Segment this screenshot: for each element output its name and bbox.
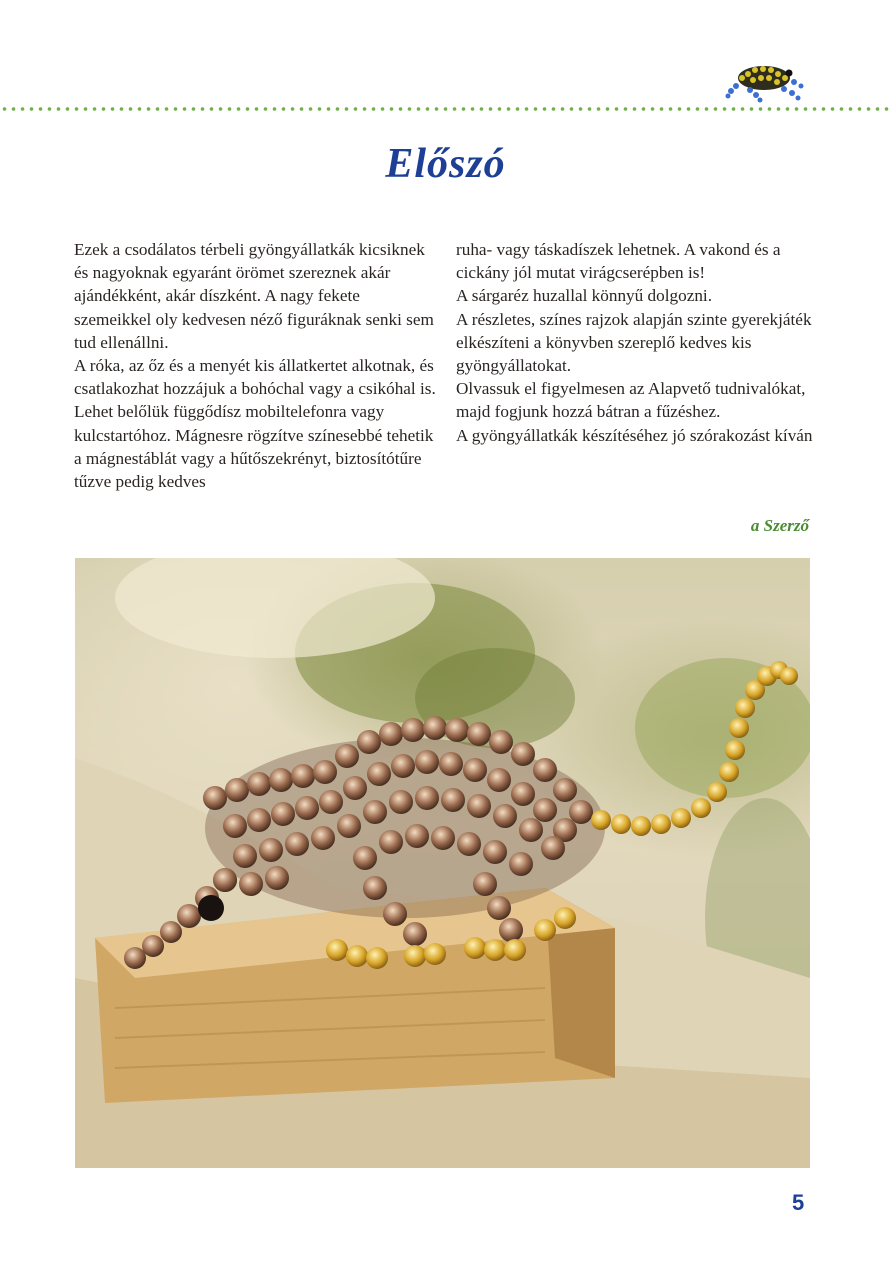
paragraph: ruha- vagy táskadíszek lehetnek. A vakond és a cickány jól mutat virágcserépben is! [456, 240, 781, 283]
paragraph: Olvassuk el figyelmesen az Alapvető tudnivalókat, majd fogjunk hozzá bátran a fűzéshez. [456, 379, 806, 422]
left-text-column [74, 238, 439, 493]
paragraph: A gyöngyállatkák készítéséhez jó szórakozást kíván [456, 425, 813, 445]
paragraph: A részletes, színes rajzok alapján szinte gyerekjáték elkészíteni a könyvben szereplő kedves kis gyöngyállatokat. [456, 309, 812, 376]
beaded-animal-photo [75, 558, 810, 1168]
dotted-rule [0, 106, 891, 112]
paragraph: Ezek a csodálatos térbeli gyöngyállatkák kicsiknek és nagyoknak egyaránt örömet szereznek akár ajándékként, akár díszként. A nagy fekete szemeikkel oly kedvesen néző figuráknak senki sem tud ellenállni. [74, 240, 434, 352]
page-title: Előszó [385, 141, 506, 187]
paragraph: A sárgaréz huzallal könnyű dolgozni. [456, 286, 712, 306]
paragraph: A róka, az őz és a menyét kis állatkertet alkotnak, és csatlakozhat hozzájuk a bohóchal vagy a csikóhal is. Lehet belőlük függődísz mobiltelefonra vagy kulcstartóhoz. Mágnesre rögzítve színesebbé tehetik a mágnestáblát vagy a hűtőszekrényt, biztosítótűre tűzve pedig kedves [74, 356, 436, 492]
author-signature: a Szerző [750, 516, 809, 535]
page-number: 5 [792, 1190, 805, 1215]
right-text-column [456, 238, 821, 447]
beaded-frog-icon [722, 56, 808, 106]
